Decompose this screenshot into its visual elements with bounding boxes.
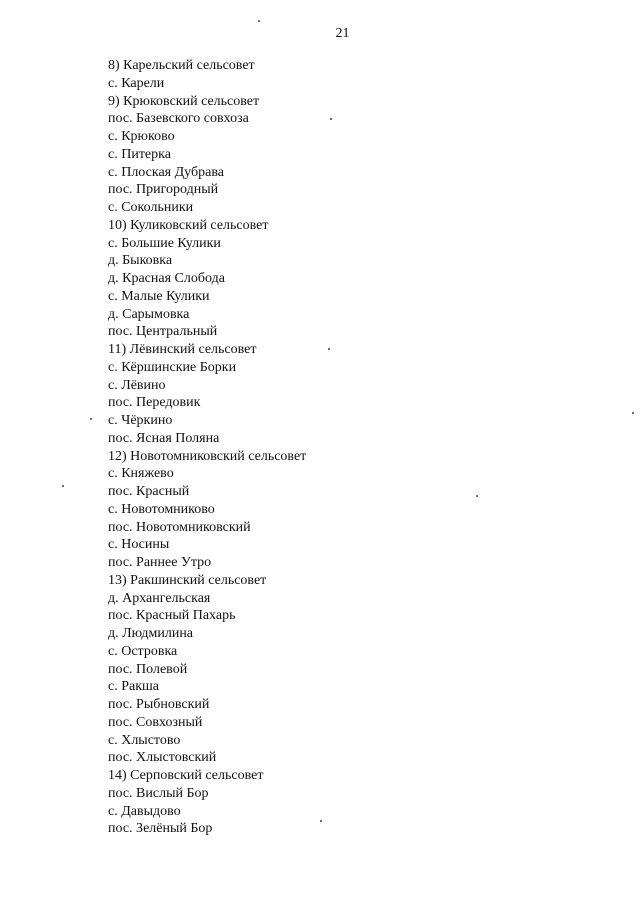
list-item: пос. Пригородный [108, 182, 219, 198]
list-item: с. Большие Кулики [108, 235, 221, 251]
council-heading: 12) Новотомниковский сельсовет [108, 448, 307, 464]
list-item: д. Сарымовка [108, 306, 190, 322]
list-item: с. Ракша [108, 679, 160, 695]
list-item: с. Островка [108, 643, 178, 659]
list-item: пос. Передовик [108, 395, 201, 411]
scan-speck [330, 118, 332, 120]
list-item: д. Красная Слобода [108, 271, 225, 286]
list-item: с. Княжево [108, 466, 174, 482]
list-item: с. Плоская Дубрава [108, 164, 224, 180]
scan-speck [90, 418, 92, 420]
list-item: с. Лёвино [108, 377, 166, 393]
list-item: пос. Совхозный [108, 714, 203, 730]
list-item: пос. Раннее Утро [108, 555, 212, 570]
scan-speck [62, 485, 64, 487]
list-item: пос. Рыбновский [108, 697, 210, 712]
scan-speck [632, 412, 634, 414]
page-number: 21 [335, 26, 350, 41]
list-item: пос. Красный Пахарь [108, 608, 236, 624]
scan-speck [476, 495, 478, 497]
list-item: д. Людмилина [108, 626, 194, 641]
council-heading: 14) Серповский сельсовет [108, 768, 264, 783]
list-item: д. Архангельская [108, 590, 211, 606]
list-item: пос. Хлыстовский [108, 750, 217, 766]
council-heading: 10) Куликовский сельсовет [108, 217, 269, 233]
list-item: с. Сокольники [108, 200, 194, 215]
list-item: пос. Базевского совхоза [108, 111, 249, 127]
list-item: с. Новотомниково [108, 501, 215, 517]
list-item: с. Хлыстово [108, 732, 181, 748]
list-item: пос. Центральный [108, 324, 218, 340]
list-item: с. Кёршинские Борки [108, 359, 237, 375]
settlement-list [108, 57, 306, 838]
list-item: с. Чёркино [108, 413, 173, 428]
council-heading: 9) Крюковский сельсовет [108, 93, 260, 109]
list-item: пос. Зелёный Бор [108, 821, 213, 837]
list-item: с. Крюково [108, 129, 175, 144]
scan-speck [258, 20, 260, 22]
list-item: пос. Красный [108, 484, 190, 499]
list-item: д. Быковка [108, 253, 173, 269]
list-item: с. Носины [108, 537, 170, 553]
list-item: с. Давыдово [108, 803, 181, 819]
council-heading: 8) Карельский сельсовет [108, 58, 255, 73]
list-item: с. Питерка [108, 146, 171, 162]
council-heading: 13) Ракшинский сельсовет [108, 572, 267, 588]
scan-speck [320, 820, 322, 822]
council-heading: 11) Лёвинский сельсовет [108, 342, 257, 357]
scan-speck [328, 348, 330, 350]
list-item: пос. Полевой [108, 661, 188, 677]
list-item: пос. Ясная Поляна [108, 430, 220, 446]
list-item: пос. Вислый Бор [108, 785, 209, 801]
list-item: пос. Новотомниковский [108, 519, 251, 535]
list-item: с. Малые Кулики [108, 288, 210, 304]
list-item: с. Карели [108, 75, 165, 91]
